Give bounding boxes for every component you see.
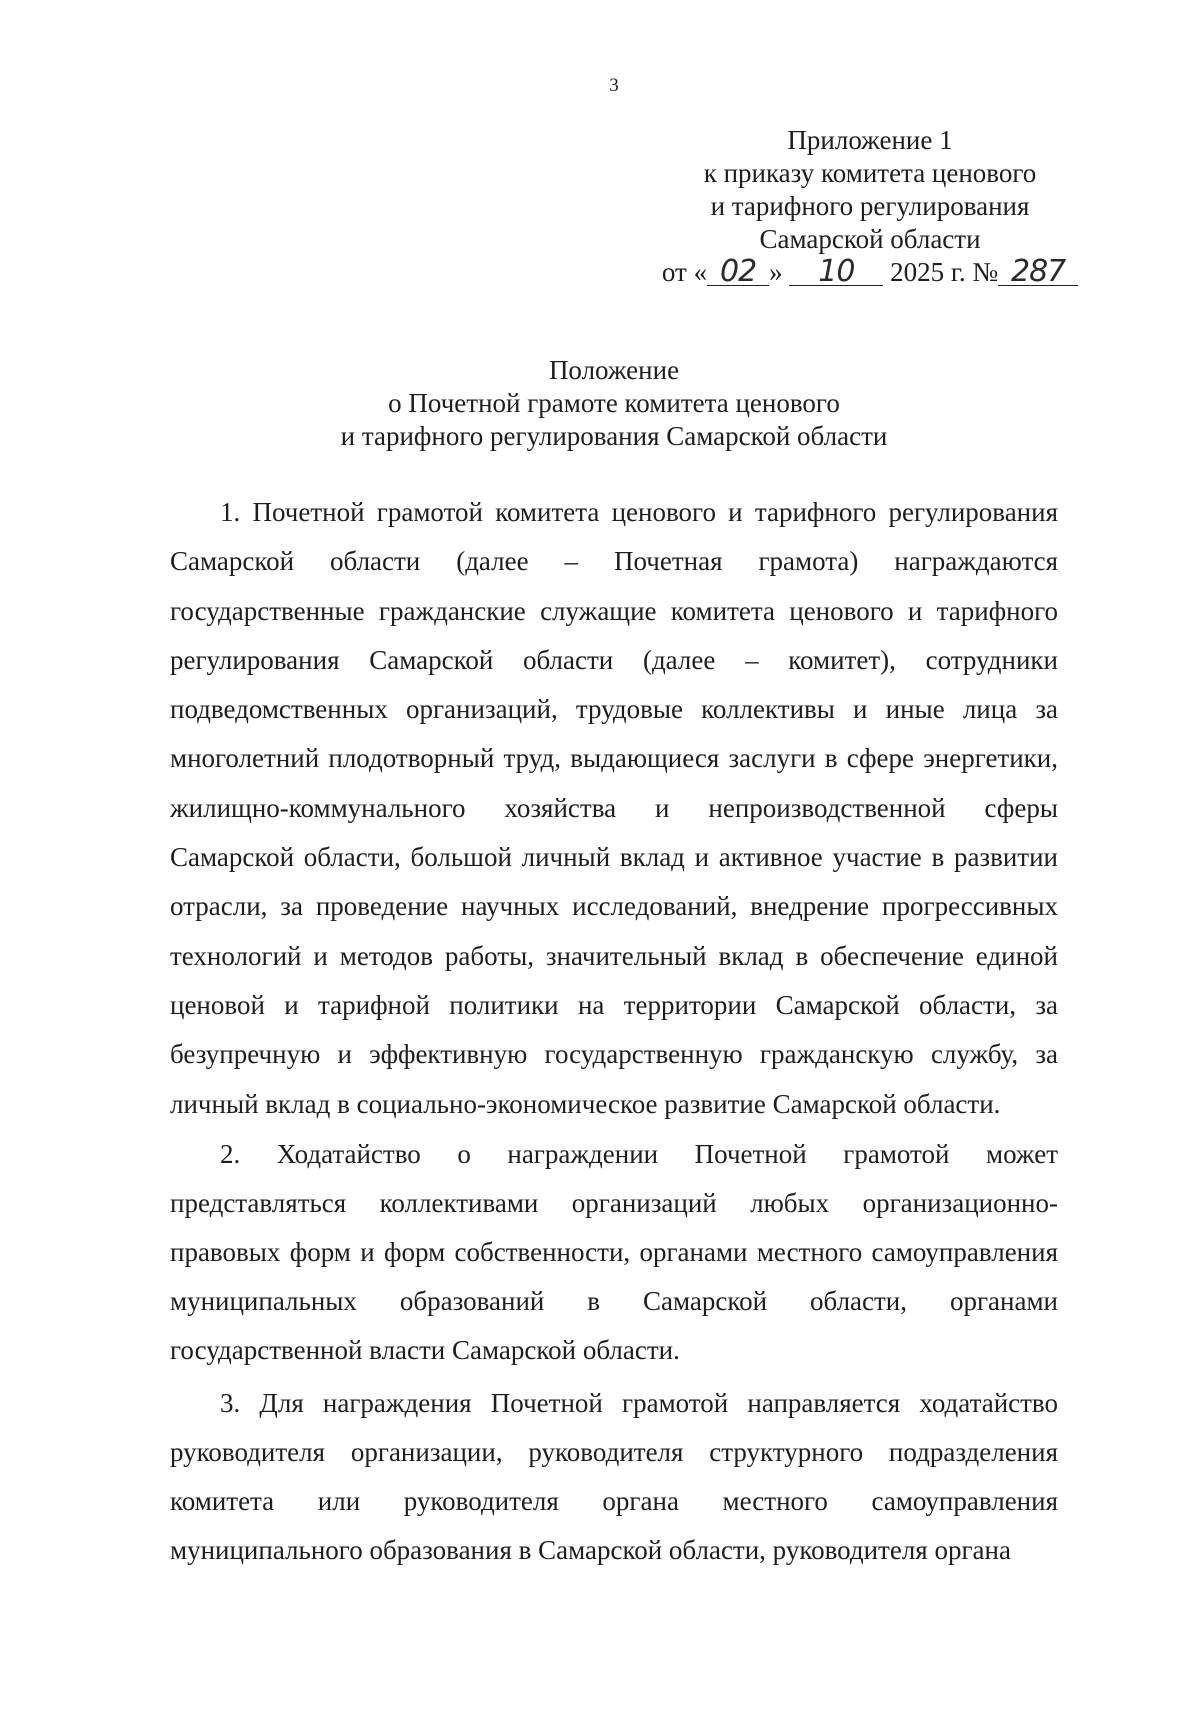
paragraph-1-text: 1. Почетной грамотой комитета ценового и тарифного регулирования Самарской области (далее – Почетная грамота) награждаются государственные гражданские служащие комитета ценового и тарифного регулирования Самарской области (далее – комитет), сотрудники подведомственных организаций, трудовые коллективы и иные лица за многолетний плодотворный труд, выдающиеся заслуги в сфере энергетики, жилищно-коммунального хозяйства и непроизводственной сферы Самарской области, большой личный вклад и активное участие в развитии отрасли, за проведение научных исследований, внедрение прогрессивных технологий и методов работы, значительный вклад в обеспечение единой ценовой и тарифной политики на территории Самарской области, за безупречную и эффективную государственную гражданскую службу, за личный вклад в социально-экономическое развитие Самарской области. [170, 497, 1058, 1119]
document-body [170, 488, 1058, 1575]
appendix-title: Приложение 1 [787, 125, 953, 155]
page-number: 3 [609, 75, 619, 96]
order-number-field [998, 254, 1078, 289]
appendix-committee: и тарифного регулирования [710, 191, 1030, 221]
appendix-date-line [650, 256, 1090, 289]
appendix-region: Самарской области [759, 224, 981, 254]
title-line-2: о Почетной грамоте комитета ценового [388, 388, 840, 418]
paragraph-2-text: 2. Ходатайство о награждении Почетной грамотой может представляться коллективами организаций любых организационно-правовых форм и форм собственности, органами местного самоуправления муниципальных образований в Самарской области, органами государственной власти Самарской области. [170, 1138, 1058, 1365]
paragraph-1 [170, 488, 1058, 1129]
document-title [0, 354, 1200, 453]
date-month-field [789, 254, 883, 289]
date-day-field [707, 254, 769, 289]
paragraph-2 [170, 1130, 1058, 1375]
date-prefix: от « [661, 257, 708, 287]
date-month-handwritten: 10 [818, 254, 855, 289]
title-line-3: и тарифного регулирования Самарской области [340, 421, 888, 451]
order-number-handwritten: 287 [1010, 254, 1066, 289]
title-line-1: Положение [548, 355, 680, 385]
paragraph-3-text: 3. Для награждения Почетной грамотой направляется ходатайство руководителя организации, руководителя структурного подразделения комитета или руководителя органа местного самоуправления муниципального образования в Самарской области, руководителя органа [170, 1387, 1058, 1565]
date-mid: » [769, 257, 783, 287]
appendix-header [650, 124, 1090, 289]
date-year: 2025 г. № [890, 257, 999, 287]
paragraph-3 [170, 1379, 1058, 1575]
date-day-handwritten: 02 [719, 254, 757, 289]
appendix-order-ref: к приказу комитета ценового [703, 158, 1037, 188]
